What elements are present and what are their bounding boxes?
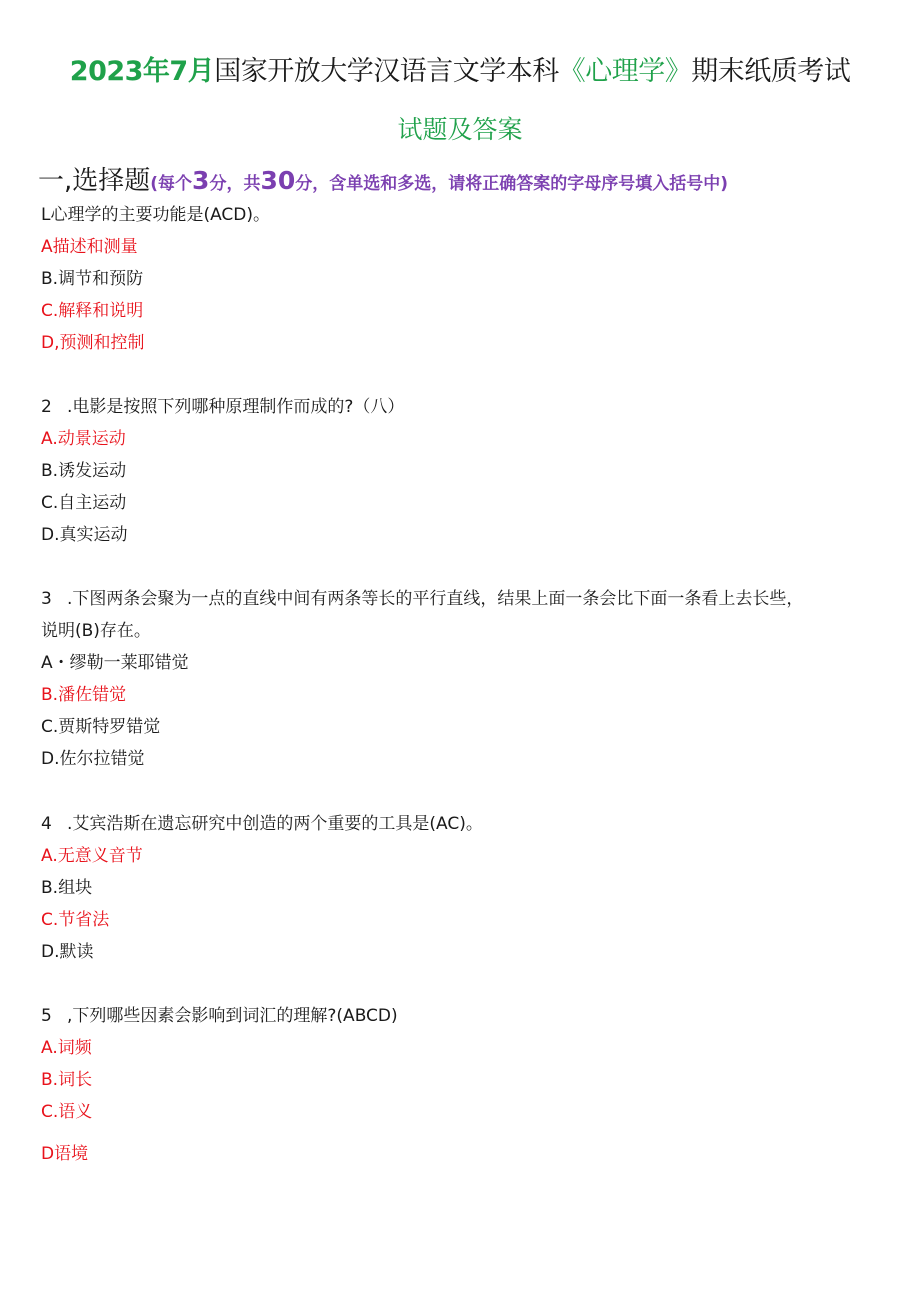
question-3-stem-continued: 说明(B)存在。: [41, 621, 151, 641]
title-exam: 期末纸质考试: [691, 56, 851, 87]
question-5-option-a: A.词频: [41, 1038, 92, 1058]
question-5-stem: 5 ,下列哪些因素会影响到词汇的理解?(ABCD): [41, 1006, 398, 1026]
question-number: 2: [41, 397, 52, 417]
question-2-stem: 2 .电影是按照下列哪种原理制作而成的?（八）: [41, 397, 405, 417]
question-number: 5: [41, 1006, 52, 1026]
section-header: [38, 160, 728, 197]
question-number: 4: [41, 814, 52, 834]
question-5-option-c: C.语义: [41, 1102, 93, 1122]
title-date: 2023年7月: [69, 56, 215, 87]
question-1-option-a: A描述和测量: [41, 237, 138, 257]
question-4-option-d: D.默读: [41, 942, 94, 962]
question-3-stem: 3 .下图两条会聚为一点的直线中间有两条等长的平行直线，结果上面一条会比下面一条看上去长些，: [41, 589, 804, 609]
question-4-option-b: B.组块: [41, 878, 93, 898]
question-4-stem: 4 .艾宾浩斯在遗忘研究中创造的两个重要的工具是(AC)。: [41, 814, 483, 834]
question-2-option-a: A.动景运动: [41, 429, 126, 449]
question-3-option-a: A・缪勒一莱耶错觉: [41, 653, 189, 673]
question-2-option-c: C.自主运动: [41, 493, 127, 513]
question-4-option-c: C.节省法: [41, 910, 110, 930]
question-5-option-d: D语境: [41, 1144, 89, 1164]
section-heading: 一,选择题: [38, 166, 151, 196]
title-course: 《心理学》: [558, 56, 692, 87]
document-title: [0, 52, 920, 92]
question-1-option-d: D,预测和控制: [41, 333, 145, 353]
question-3-option-c: C.贾斯特罗错觉: [41, 717, 161, 737]
question-number: 3: [41, 589, 52, 609]
question-5-option-b: B.词长: [41, 1070, 93, 1090]
question-1-stem: L心理学的主要功能是(ACD)。: [41, 205, 271, 225]
title-school: 国家开放大学汉语言文学本科: [214, 56, 559, 87]
question-4-option-a: A.无意义音节: [41, 846, 143, 866]
question-3-option-d: D.佐尔拉错觉: [41, 749, 145, 769]
question-1-option-c: C.解释和说明: [41, 301, 144, 321]
question-1-option-b: B.调节和预防: [41, 269, 144, 289]
question-2-option-d: D.真实运动: [41, 525, 128, 545]
document-subtitle: 试题及答案: [397, 115, 523, 144]
question-2-option-b: B.诱发运动: [41, 461, 127, 481]
question-3-option-b: B.潘佐错觉: [41, 685, 127, 705]
section-note: (每个3分，共30分，含单选和多选，请将正确答案的字母序号填入括号中): [150, 166, 729, 195]
